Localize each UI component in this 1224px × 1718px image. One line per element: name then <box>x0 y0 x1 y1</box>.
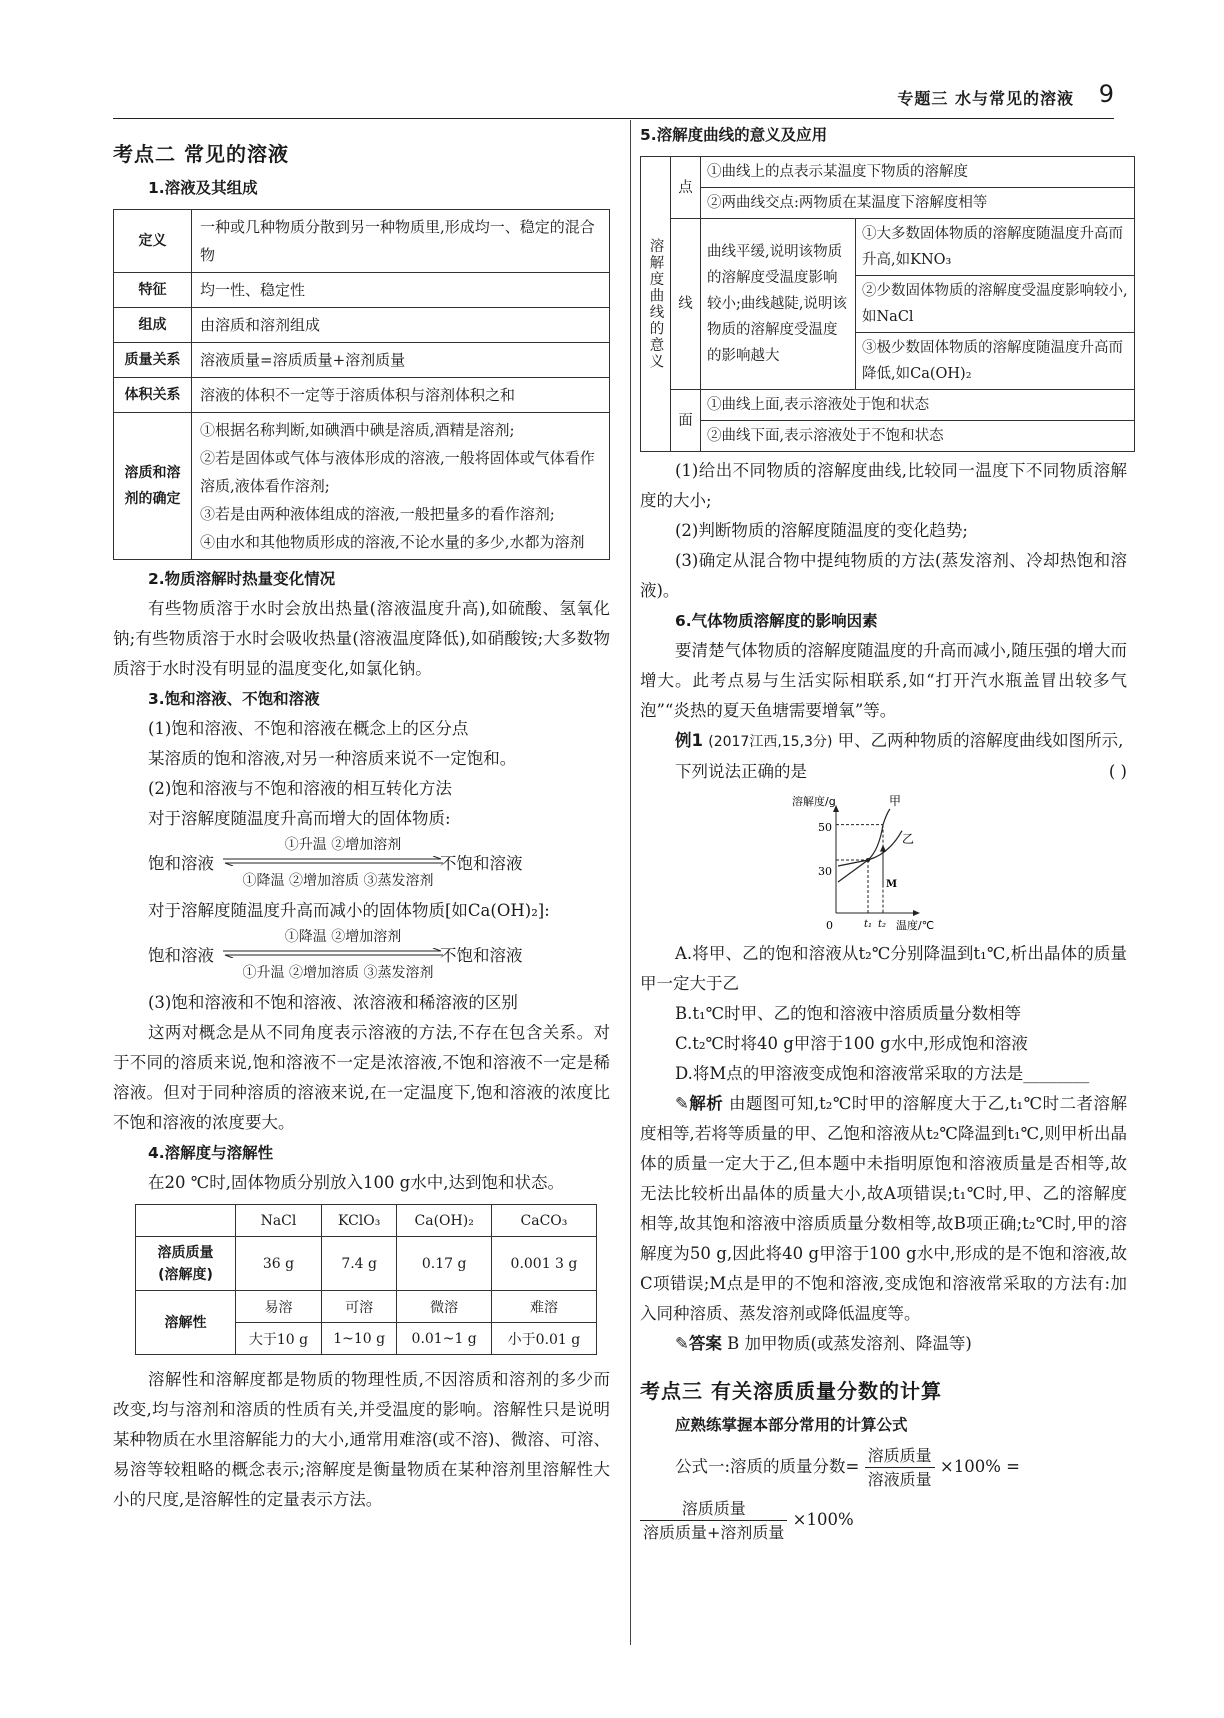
paragraph: (3)确定从混合物中提纯物质的方法(蒸发溶剂、冷却热饱和溶液)。 <box>640 551 1127 600</box>
series-label-yi: 乙 <box>902 832 915 846</box>
left-column <box>113 120 610 1515</box>
numerator: 溶质质量 <box>640 1497 787 1521</box>
paragraph: 某溶质的饱和溶液,对另一种溶质来说不一定饱和。 <box>148 749 517 768</box>
unsaturated-label: 不饱和溶液 <box>440 946 523 965</box>
arrow-m-head-icon <box>880 845 886 852</box>
table-key: 质量关系 <box>114 343 192 378</box>
table-key: 体积关系 <box>114 378 192 413</box>
key-line: (溶解度) <box>158 1266 213 1283</box>
table-cell: ②两曲线交点:两物质在某温度下溶解度相等 <box>701 188 1135 219</box>
forward-condition: ①降温 ②增加溶剂 <box>284 929 402 945</box>
y-axis-label: 溶解度/g <box>792 795 836 808</box>
reverse-condition: ①降温 ②增加溶质 ③蒸发溶剂 <box>242 873 434 889</box>
numerator: 溶质质量 <box>865 1444 935 1468</box>
equilibrium-arrow-icon <box>223 856 443 866</box>
table-key <box>136 1237 236 1291</box>
table-row <box>136 1237 597 1291</box>
rule-line: ③若是由两种液体组成的溶液,一般把量多的看作溶剂; <box>200 505 555 523</box>
table-row <box>114 273 610 308</box>
paragraph: 要清楚气体物质的溶解度随温度的升高而减小,随压强的增大而增大。此考点易与生活实际相联系,如“打开汽水瓶盖冒出较多气泡”“炎热的夏天鱼塘需要增氧”等。 <box>640 641 1127 720</box>
answer-text: B 加甲物质(或蒸发溶剂、降温等) <box>727 1334 972 1353</box>
table-cell: 7.4 g <box>321 1237 396 1291</box>
y-tick-label: 30 <box>818 865 832 878</box>
example-question: 甲、乙两种物质的溶解度曲线如图所示,下列说法正确的是 <box>675 731 1124 781</box>
series-label-jia: 甲 <box>889 794 902 808</box>
analysis-label <box>675 1094 723 1113</box>
paragraph: (1)给出不同物质的溶解度曲线,比较同一温度下不同物质溶解度的大小; <box>640 461 1127 510</box>
analysis <box>640 1089 1127 1329</box>
table-cell: 36 g <box>236 1237 322 1291</box>
formula-tail: ×100% = <box>939 1457 1020 1476</box>
point-label: 点 <box>671 157 701 219</box>
equilibrium-arrow-icon <box>223 948 443 958</box>
option-d: D.将M点的甲溶液变成饱和溶液常采取的方法是________ <box>675 1064 1090 1083</box>
table-value: 溶液的体积不一定等于溶质体积与溶剂体积之和 <box>192 378 610 413</box>
denominator: 溶液质量 <box>867 1470 932 1489</box>
table-cell: 可溶 <box>321 1291 396 1323</box>
table-value: 均一性、稳定性 <box>192 273 610 308</box>
table-row <box>641 421 1135 452</box>
table-cell: 大于10 g <box>236 1323 322 1355</box>
right-column <box>640 120 1127 1544</box>
table-cell: ①曲线上面,表示溶液处于饱和状态 <box>701 390 1135 421</box>
table-row <box>114 210 610 273</box>
heading-4: 4.溶解度与溶解性 <box>148 1144 274 1162</box>
unsaturated-label: 不饱和溶液 <box>440 854 523 873</box>
line-label: 线 <box>671 219 701 390</box>
heading-6: 6.气体物质溶解度的影响因素 <box>675 612 878 630</box>
option-a: A.将甲、乙的饱和溶液从t₂℃分别降温到t₁℃,析出晶体的质量甲一定大于乙 <box>640 944 1127 993</box>
paragraph: 有些物质溶于水时会放出热量(溶液温度升高),如硫酸、氢氧化钠;有些物质溶于水时会吸收热量(溶液温度降低),如硝酸铵;大多数物质溶于水时没有明显的温度变化,如氯化钠。 <box>113 599 610 678</box>
section-3-title: 考点三 有关溶质质量分数的计算 <box>640 1379 942 1403</box>
paragraph: 对于溶解度随温度升高而减小的固体物质[如Ca(OH)₂]: <box>148 901 550 920</box>
x-tick-label: t₂ <box>878 919 887 930</box>
header-title: 专题三 水与常见的溶液 <box>897 89 1074 108</box>
table-cell: ①大多数固体物质的溶解度随温度升高而升高,如KNO₃ <box>856 219 1135 276</box>
column-divider <box>630 120 631 1645</box>
answer-bracket: ( ) <box>1108 762 1127 781</box>
heading-2: 2.物质溶解时热量变化情况 <box>148 570 336 588</box>
table-cell: 0.001 3 g <box>491 1237 596 1291</box>
heading-1: 1.溶液及其组成 <box>148 179 258 197</box>
table-key: 溶解性 <box>136 1291 236 1355</box>
rule-line: ④由水和其他物质形成的溶液,不论水量的多少,水都为溶剂 <box>200 533 585 551</box>
denominator: 溶质质量+溶剂质量 <box>643 1523 785 1542</box>
key-line: 溶质质量 <box>157 1244 214 1261</box>
forward-condition: ①升温 ②增加溶剂 <box>284 837 402 853</box>
point-m-label: M <box>886 879 898 890</box>
reverse-condition: ①升温 ②增加溶质 ③蒸发溶剂 <box>242 965 434 981</box>
series-yi <box>838 831 902 866</box>
table-cell: 小于0.01 g <box>491 1323 596 1355</box>
answer-label-text: 答案 <box>688 1334 722 1353</box>
saturated-label: 饱和溶液 <box>148 854 214 873</box>
table-row <box>114 308 610 343</box>
heading-5: 5.溶解度曲线的意义及应用 <box>640 126 828 144</box>
table-header: Ca(OH)₂ <box>397 1205 492 1237</box>
formula-2 <box>640 1497 1127 1544</box>
option-b: B.t₁℃时甲、乙的饱和溶液中溶质质量分数相等 <box>675 1004 1022 1023</box>
conversion-diagram-1 <box>113 834 610 896</box>
paragraph: 在20 ℃时,固体物质分别放入100 g水中,达到饱和状态。 <box>148 1173 564 1192</box>
table-row <box>136 1291 597 1323</box>
option-c: C.t₂℃时将40 g甲溶于100 g水中,形成饱和溶液 <box>675 1034 1028 1053</box>
paragraph: 这两对概念是从不同角度表示溶液的方法,不存在包含关系。对于不同的溶质来说,饱和溶液不一定是浓溶液,不饱和溶液不一定是稀溶液。但对于同种溶质的溶液来说,在一定温度下,饱和溶液的浓度比不饱和溶液的浓度要大。 <box>113 1023 610 1132</box>
origin-label: 0 <box>826 919 833 932</box>
intersection-point <box>866 858 870 862</box>
pen-icon: ✎ <box>675 1094 689 1113</box>
table-row <box>641 157 1135 188</box>
table-value: 溶液质量=溶质质量+溶剂质量 <box>192 343 610 378</box>
fraction <box>865 1444 935 1491</box>
fraction <box>640 1497 787 1544</box>
definition-table <box>113 209 610 560</box>
example-stem <box>640 726 1127 787</box>
paragraph: 溶解性和溶解度都是物质的物理性质,不因溶质和溶剂的多少而改变,均与溶剂和溶质的性质有关,并受温度的影响。溶解性只是说明某种物质在水里溶解能力的大小,通常用难溶(或不溶)、微溶、可溶、易溶等较粗略的概念表示;溶解度是衡量物质在某种溶剂里溶解性大小的尺度,是溶解性的定量表示方法。 <box>113 1370 610 1509</box>
key-line: 剂的确定 <box>124 491 181 507</box>
rule-line: ②若是固体或气体与液体形成的溶液,一般将固体或气体看作溶质,液体看作溶剂; <box>200 449 595 495</box>
face-label: 面 <box>671 390 701 452</box>
header-rule <box>113 118 1114 119</box>
table-row <box>114 343 610 378</box>
section-title: 考点二 常见的溶液 <box>113 142 289 166</box>
table-key: 特征 <box>114 273 192 308</box>
table-cell: 曲线平缓,说明该物质的溶解度受温度影响较小;曲线越陡,说明该物质的溶解度受温度的影响越大 <box>701 219 856 390</box>
x-axis-label: 温度/℃ <box>896 919 935 932</box>
solubility-table <box>135 1204 597 1355</box>
table-cell: 易溶 <box>236 1291 322 1323</box>
x-tick-label: t₁ <box>864 919 873 930</box>
formula-heading: 应熟练掌握本部分常用的计算公式 <box>675 1416 908 1434</box>
curve-meaning-table <box>640 156 1135 452</box>
table-cell: 1~10 g <box>321 1323 396 1355</box>
solubility-chart <box>790 793 970 933</box>
table-key: 定义 <box>114 210 192 273</box>
rule-line: ①根据名称判断,如碘酒中碘是溶质,酒精是溶剂; <box>200 421 515 439</box>
conversion-diagram-2 <box>113 926 610 988</box>
page-number: 9 <box>1098 80 1114 108</box>
table-cell: 微溶 <box>397 1291 492 1323</box>
table-row <box>114 413 610 560</box>
table-cell: ③极少数固体物质的溶解度随温度升高而降低,如Ca(OH)₂ <box>856 333 1135 390</box>
paragraph: (1)饱和溶液、不饱和溶液在概念上的区分点 <box>148 719 469 738</box>
table-header: NaCl <box>236 1205 322 1237</box>
formula-tail: ×100% <box>792 1510 854 1529</box>
heading-3: 3.饱和溶液、不饱和溶液 <box>148 690 320 708</box>
formula-1 <box>640 1444 1127 1491</box>
table-header: CaCO₃ <box>491 1205 596 1237</box>
series-jia <box>838 809 890 882</box>
table-corner <box>136 1205 236 1237</box>
table-key <box>114 413 192 560</box>
saturated-label: 饱和溶液 <box>148 946 214 965</box>
table-row <box>641 219 1135 276</box>
table-row <box>136 1205 597 1237</box>
table-cell: ②曲线下面,表示溶液处于不饱和状态 <box>701 421 1135 452</box>
answer <box>640 1329 1127 1359</box>
paragraph: (3)饱和溶液和不饱和溶液、浓溶液和稀溶液的区别 <box>148 993 518 1012</box>
y-tick-label: 50 <box>818 821 832 834</box>
table-cell: ②少数固体物质的溶解度受温度影响较小,如NaCl <box>856 276 1135 333</box>
table-row <box>641 390 1135 421</box>
paragraph: (2)判断物质的溶解度随温度的变化趋势; <box>675 521 968 540</box>
pen-icon: ✎ <box>675 1334 689 1353</box>
paragraph: 对于溶解度随温度升高而增大的固体物质: <box>148 809 451 828</box>
answer-label <box>675 1334 722 1353</box>
table-key: 组成 <box>114 308 192 343</box>
table-value <box>192 413 610 560</box>
x-axis-arrow-icon <box>913 910 920 916</box>
table-row <box>114 378 610 413</box>
table-header: KClO₃ <box>321 1205 396 1237</box>
key-line: 溶质和溶 <box>124 465 181 481</box>
analysis-text: 由题图可知,t₂℃时甲的溶解度大于乙,t₁℃时二者溶解度相等,若将等质量的甲、乙饱和溶液从t₂℃降温到t₁℃,则甲析出晶体的质量一定大于乙,但本题中未指明原饱和溶液质量是否相等,故无法比较析出晶体的质量大小,故A项错误;t₁℃时,甲、乙的溶解度相等,故其饱和溶液中溶质质量分数相等,故B项正确;t₂℃时,甲的溶解度为50 g,因此将40 g甲溶于100 g水中,形成的是不饱和溶液,故C项错误;M点是甲的不饱和溶液,变成饱和溶液常采取的方法有:加入同种溶质、蒸发溶剂或降低温度等。 <box>640 1094 1128 1323</box>
table-cell: 0.01~1 g <box>397 1323 492 1355</box>
table-value: 一种或几种物质分散到另一种物质里,形成均一、稳定的混合物 <box>192 210 610 273</box>
example-label: 例1 <box>675 731 703 750</box>
formula-prefix: 公式一:溶质的质量分数= <box>675 1457 860 1476</box>
analysis-label-text: 解析 <box>688 1094 724 1113</box>
table-value: 由溶质和溶剂组成 <box>192 308 610 343</box>
table-row <box>641 188 1135 219</box>
table-cell: 难溶 <box>491 1291 596 1323</box>
table-cell: ①曲线上的点表示某温度下物质的溶解度 <box>701 157 1135 188</box>
example-source: (2017江西,15,3分) <box>708 734 833 750</box>
side-label: 溶解度曲线的意义 <box>641 157 671 452</box>
table-cell: 0.17 g <box>397 1237 492 1291</box>
paragraph: (2)饱和溶液与不饱和溶液的相互转化方法 <box>148 779 452 798</box>
